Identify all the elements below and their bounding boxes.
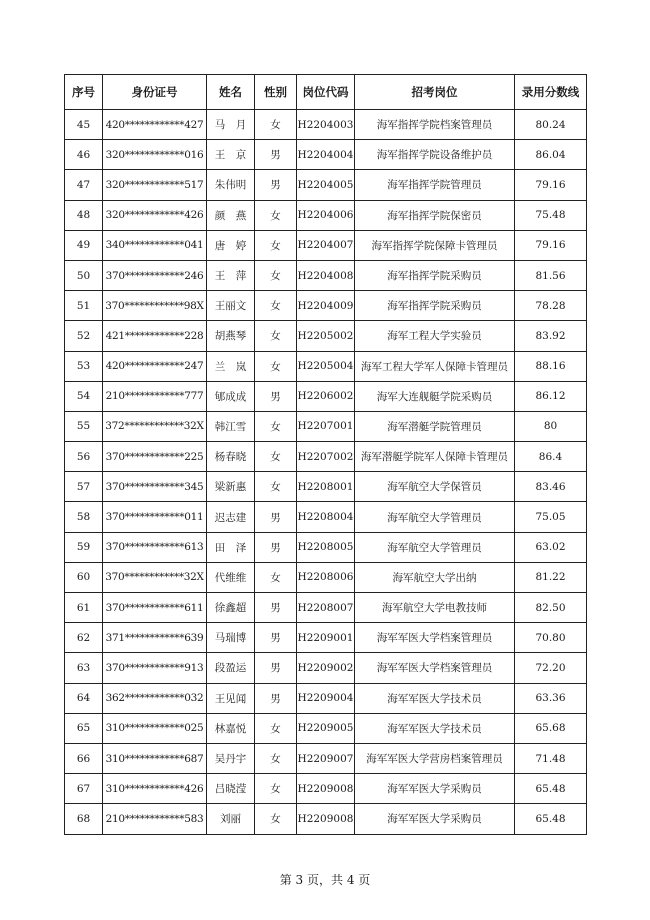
cell-seq: 59: [65, 532, 103, 562]
cell-name: 王丽文: [207, 291, 255, 321]
cell-gender: 女: [255, 804, 297, 834]
cell-name: 刘丽: [207, 804, 255, 834]
cell-gender: 男: [255, 140, 297, 170]
table-row: [65, 351, 587, 381]
cell-position-code: H2209008: [297, 774, 355, 804]
cell-id-number: 320************517: [103, 170, 207, 200]
cell-gender: 男: [255, 502, 297, 532]
cell-position: 海军军医大学采购员: [355, 804, 515, 834]
cell-gender: 女: [255, 200, 297, 230]
cell-seq: 50: [65, 260, 103, 290]
cell-gender: 女: [255, 743, 297, 773]
header-position: 招考岗位: [355, 75, 515, 110]
table-row: [65, 260, 587, 290]
table-row: [65, 442, 587, 472]
cell-name: 田 泽: [207, 532, 255, 562]
cell-position-code: H2207001: [297, 411, 355, 441]
cell-gender: 女: [255, 472, 297, 502]
cell-name: 胡燕琴: [207, 321, 255, 351]
cell-position: 海军工程大学实验员: [355, 321, 515, 351]
cell-score: 83.46: [515, 472, 587, 502]
table-body: [65, 110, 587, 835]
cell-seq: 53: [65, 351, 103, 381]
cell-seq: 66: [65, 743, 103, 773]
cell-seq: 51: [65, 291, 103, 321]
cell-id-number: 310************426: [103, 774, 207, 804]
header-gender: 性别: [255, 75, 297, 110]
header-id-number: 身份证号: [103, 75, 207, 110]
cell-seq: 48: [65, 200, 103, 230]
table-row: [65, 381, 587, 411]
cell-name: 王见闻: [207, 683, 255, 713]
cell-id-number: 210************777: [103, 381, 207, 411]
cell-id-number: 370************913: [103, 653, 207, 683]
cell-position-code: H2207002: [297, 442, 355, 472]
cell-gender: 男: [255, 653, 297, 683]
header-score: 录用分数线: [515, 75, 587, 110]
cell-name: 杨春晓: [207, 442, 255, 472]
cell-score: 88.16: [515, 351, 587, 381]
cell-position: 海军军医大学技术员: [355, 713, 515, 743]
cell-gender: 女: [255, 713, 297, 743]
cell-score: 65.68: [515, 713, 587, 743]
cell-position: 海军军医大学技术员: [355, 683, 515, 713]
cell-gender: 男: [255, 532, 297, 562]
cell-position: 海军航空大学管理员: [355, 532, 515, 562]
cell-name: 颜 燕: [207, 200, 255, 230]
cell-id-number: 310************687: [103, 743, 207, 773]
cell-position: 海军指挥学院管理员: [355, 170, 515, 200]
cell-name: 徐鑫超: [207, 593, 255, 623]
cell-name: 代维维: [207, 562, 255, 592]
cell-seq: 54: [65, 381, 103, 411]
cell-id-number: 420************427: [103, 110, 207, 140]
cell-position-code: H2205002: [297, 321, 355, 351]
cell-name: 兰 岚: [207, 351, 255, 381]
cell-score: 63.36: [515, 683, 587, 713]
cell-score: 79.16: [515, 170, 587, 200]
cell-score: 86.12: [515, 381, 587, 411]
cell-score: 81.56: [515, 260, 587, 290]
cell-position: 海军工程大学军人保障卡管理员: [355, 351, 515, 381]
cell-position-code: H2209008: [297, 804, 355, 834]
cell-position: 海军航空大学管理员: [355, 502, 515, 532]
cell-gender: 女: [255, 230, 297, 260]
cell-score: 79.16: [515, 230, 587, 260]
cell-position-code: H2208004: [297, 502, 355, 532]
cell-name: 迟志建: [207, 502, 255, 532]
cell-position: 海军指挥学院采购员: [355, 291, 515, 321]
cell-id-number: 310************025: [103, 713, 207, 743]
cell-seq: 45: [65, 110, 103, 140]
cell-name: 吕晓滢: [207, 774, 255, 804]
header-name: 姓名: [207, 75, 255, 110]
cell-position: 海军航空大学出纳: [355, 562, 515, 592]
cell-position: 海军指挥学院保密员: [355, 200, 515, 230]
cell-seq: 62: [65, 623, 103, 653]
cell-seq: 49: [65, 230, 103, 260]
cell-id-number: 420************247: [103, 351, 207, 381]
cell-position-code: H2204009: [297, 291, 355, 321]
cell-position-code: H2208001: [297, 472, 355, 502]
cell-gender: 男: [255, 381, 297, 411]
cell-gender: 女: [255, 774, 297, 804]
table-row: [65, 230, 587, 260]
cell-score: 75.05: [515, 502, 587, 532]
cell-name: 马瑞博: [207, 623, 255, 653]
cell-id-number: 372************32X: [103, 411, 207, 441]
cell-seq: 63: [65, 653, 103, 683]
cell-position-code: H2205004: [297, 351, 355, 381]
cell-seq: 56: [65, 442, 103, 472]
table-row: [65, 170, 587, 200]
table-row: [65, 743, 587, 773]
cell-gender: 男: [255, 623, 297, 653]
cell-position-code: H2206002: [297, 381, 355, 411]
cell-score: 82.50: [515, 593, 587, 623]
table-row: [65, 140, 587, 170]
cell-position-code: H2209001: [297, 623, 355, 653]
table-row: [65, 623, 587, 653]
cell-position-code: H2208005: [297, 532, 355, 562]
cell-id-number: 421************228: [103, 321, 207, 351]
cell-position-code: H2204003: [297, 110, 355, 140]
cell-gender: 女: [255, 562, 297, 592]
cell-id-number: 362************032: [103, 683, 207, 713]
cell-score: 70.80: [515, 623, 587, 653]
cell-seq: 61: [65, 593, 103, 623]
table-header-row: [65, 75, 587, 110]
cell-position-code: H2209005: [297, 713, 355, 743]
cell-id-number: 370************611: [103, 593, 207, 623]
page-footer: 第 3 页，共 4 页: [279, 873, 371, 887]
cell-score: 78.28: [515, 291, 587, 321]
header-position-code: 岗位代码: [297, 75, 355, 110]
cell-gender: 男: [255, 683, 297, 713]
cell-score: 86.4: [515, 442, 587, 472]
table-row: [65, 774, 587, 804]
cell-seq: 52: [65, 321, 103, 351]
cell-id-number: 370************98X: [103, 291, 207, 321]
cell-id-number: 370************246: [103, 260, 207, 290]
cell-id-number: 370************011: [103, 502, 207, 532]
cell-score: 81.22: [515, 562, 587, 592]
cell-id-number: 320************426: [103, 200, 207, 230]
table-row: [65, 200, 587, 230]
results-table: [64, 74, 587, 835]
cell-gender: 女: [255, 291, 297, 321]
cell-position-code: H2204008: [297, 260, 355, 290]
cell-position-code: H2204007: [297, 230, 355, 260]
table-row: [65, 411, 587, 441]
table-row: [65, 321, 587, 351]
table-row: [65, 472, 587, 502]
cell-seq: 60: [65, 562, 103, 592]
cell-name: 王 京: [207, 140, 255, 170]
table-row: [65, 593, 587, 623]
cell-position: 海军大连舰艇学院采购员: [355, 381, 515, 411]
cell-score: 72.20: [515, 653, 587, 683]
cell-name: 林嘉悦: [207, 713, 255, 743]
cell-position: 海军航空大学保管员: [355, 472, 515, 502]
cell-id-number: 210************583: [103, 804, 207, 834]
cell-name: 朱伟明: [207, 170, 255, 200]
cell-gender: 男: [255, 170, 297, 200]
cell-gender: 女: [255, 442, 297, 472]
cell-position: 海军航空大学电教技师: [355, 593, 515, 623]
cell-position-code: H2209002: [297, 653, 355, 683]
cell-score: 63.02: [515, 532, 587, 562]
cell-name: 段盈运: [207, 653, 255, 683]
cell-id-number: 370************345: [103, 472, 207, 502]
cell-score: 65.48: [515, 804, 587, 834]
cell-name: 郇成成: [207, 381, 255, 411]
cell-position: 海军军医大学档案管理员: [355, 653, 515, 683]
table-row: [65, 804, 587, 834]
cell-name: 唐 婷: [207, 230, 255, 260]
cell-position-code: H2204004: [297, 140, 355, 170]
cell-score: 65.48: [515, 774, 587, 804]
table-row: [65, 110, 587, 140]
cell-name: 韩江雪: [207, 411, 255, 441]
cell-id-number: 320************016: [103, 140, 207, 170]
cell-position: 海军军医大学营房档案管理员: [355, 743, 515, 773]
cell-seq: 55: [65, 411, 103, 441]
cell-position-code: H2209004: [297, 683, 355, 713]
cell-position-code: H2208007: [297, 593, 355, 623]
table-row: [65, 683, 587, 713]
cell-position: 海军军医大学档案管理员: [355, 623, 515, 653]
cell-name: 马 月: [207, 110, 255, 140]
cell-gender: 女: [255, 110, 297, 140]
cell-id-number: 340************041: [103, 230, 207, 260]
cell-position: 海军军医大学采购员: [355, 774, 515, 804]
table-row: [65, 562, 587, 592]
cell-name: 吴丹宇: [207, 743, 255, 773]
cell-position-code: H2204005: [297, 170, 355, 200]
cell-score: 75.48: [515, 200, 587, 230]
cell-seq: 65: [65, 713, 103, 743]
cell-seq: 64: [65, 683, 103, 713]
cell-score: 86.04: [515, 140, 587, 170]
cell-score: 80: [515, 411, 587, 441]
cell-gender: 女: [255, 351, 297, 381]
cell-position: 海军指挥学院保障卡管理员: [355, 230, 515, 260]
cell-gender: 女: [255, 260, 297, 290]
table-row: [65, 653, 587, 683]
cell-id-number: 370************32X: [103, 562, 207, 592]
table-row: [65, 502, 587, 532]
cell-name: 梁新惠: [207, 472, 255, 502]
table-row: [65, 291, 587, 321]
cell-position-code: H2204006: [297, 200, 355, 230]
cell-gender: 女: [255, 411, 297, 441]
cell-seq: 57: [65, 472, 103, 502]
cell-seq: 67: [65, 774, 103, 804]
cell-position: 海军指挥学院档案管理员: [355, 110, 515, 140]
cell-name: 王 萍: [207, 260, 255, 290]
table-row: [65, 532, 587, 562]
cell-score: 80.24: [515, 110, 587, 140]
cell-position: 海军指挥学院采购员: [355, 260, 515, 290]
cell-seq: 46: [65, 140, 103, 170]
cell-gender: 女: [255, 321, 297, 351]
cell-position: 海军潜艇学院管理员: [355, 411, 515, 441]
cell-seq: 47: [65, 170, 103, 200]
table-row: [65, 713, 587, 743]
cell-seq: 68: [65, 804, 103, 834]
cell-id-number: 370************613: [103, 532, 207, 562]
cell-position: 海军潜艇学院军人保障卡管理员: [355, 442, 515, 472]
cell-score: 71.48: [515, 743, 587, 773]
cell-gender: 男: [255, 593, 297, 623]
cell-score: 83.92: [515, 321, 587, 351]
cell-position-code: H2208006: [297, 562, 355, 592]
cell-seq: 58: [65, 502, 103, 532]
cell-position-code: H2209007: [297, 743, 355, 773]
cell-id-number: 370************225: [103, 442, 207, 472]
header-seq: 序号: [65, 75, 103, 110]
cell-id-number: 371************639: [103, 623, 207, 653]
cell-position: 海军指挥学院设备维护员: [355, 140, 515, 170]
